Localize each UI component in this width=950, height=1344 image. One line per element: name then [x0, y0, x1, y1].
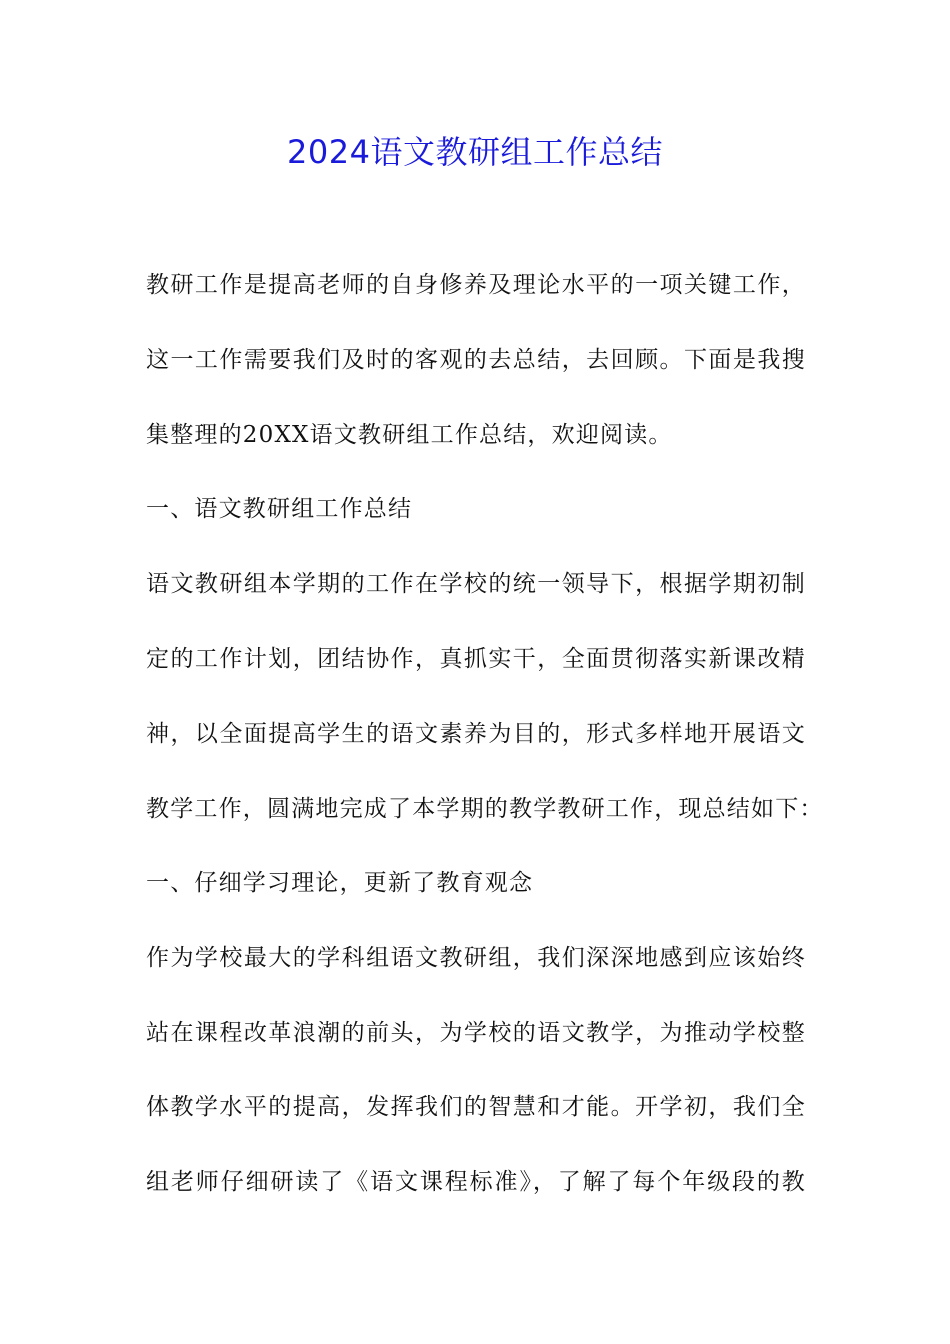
body-line-11: 站在课程改革浪潮的前头，为学校的语文教学，为推动学校整 [146, 1020, 806, 1046]
body-line-7: 神，以全面提高学生的语文素养为目的，形式多样地开展语文 [146, 721, 806, 747]
body-line-3: 集整理的20XX语文教研组工作总结，欢迎阅读。 [146, 422, 673, 448]
body-line-8: 教学工作，圆满地完成了本学期的教学教研工作，现总结如下： [146, 796, 824, 822]
body-line-5: 语文教研组本学期的工作在学校的统一领导下，根据学期初制 [146, 571, 806, 597]
body-line-10: 作为学校最大的学科组语文教研组，我们深深地感到应该始终 [146, 945, 806, 971]
body-line-1: 教研工作是提高老师的自身修养及理论水平的一项关键工作， [146, 272, 806, 298]
body-line-6: 定的工作计划，团结协作，真抓实干，全面贯彻落实新课改精 [146, 646, 806, 672]
section-heading-2: 一、仔细学习理论，更新了教育观念 [146, 870, 534, 896]
body-line-2: 这一工作需要我们及时的客观的去总结，去回顾。下面是我搜 [146, 347, 806, 373]
body-line-13: 组老师仔细研读了《语文课程标准》，了解了每个年级段的教 [146, 1169, 806, 1195]
section-heading-1: 一、语文教研组工作总结 [146, 496, 413, 522]
body-line-12: 体教学水平的提高，发挥我们的智慧和才能。开学初，我们全 [146, 1094, 806, 1120]
document-title: 2024语文教研组工作总结 [287, 133, 663, 171]
